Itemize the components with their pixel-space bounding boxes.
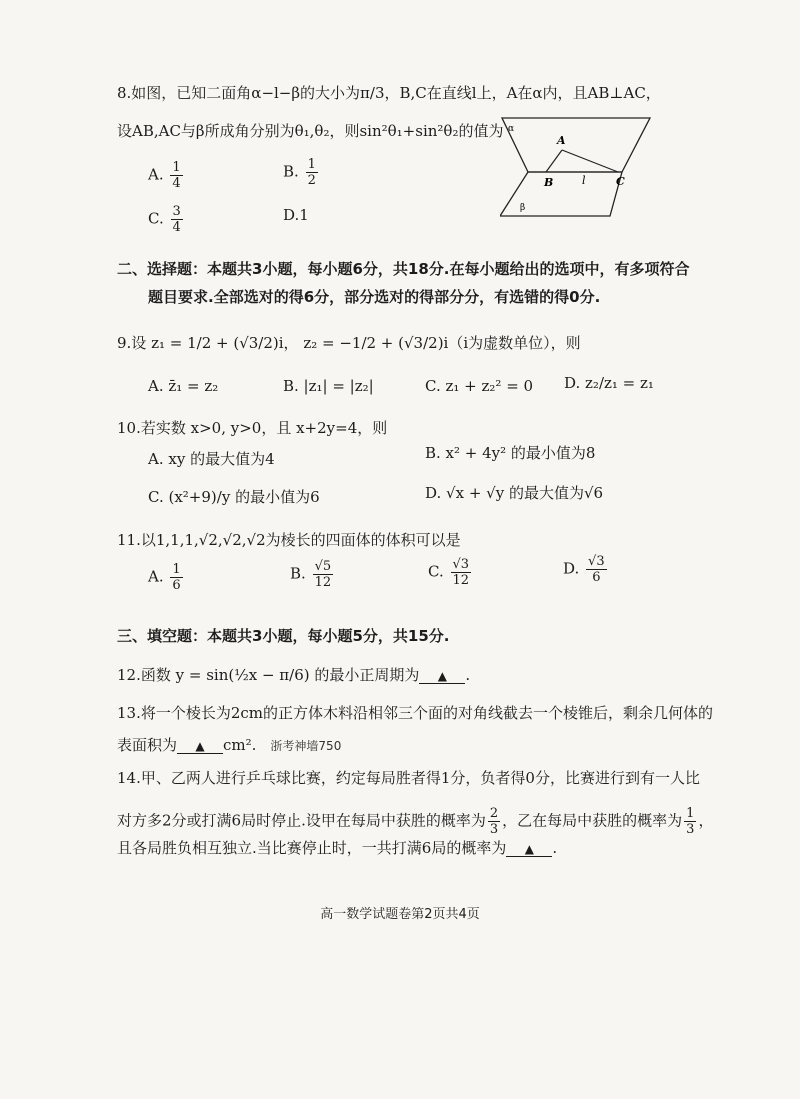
section2-heading-line2: 题目要求.全部选对的得6分，部分选对的得部分分，有选错的得0分. <box>148 288 601 306</box>
q14-text: 对方多2分或打满6局时停止.设甲在每局中获胜的概率为 <box>117 811 486 830</box>
watermark-text: 浙考神墙750 <box>270 739 342 753</box>
q13-text: 表面积为 <box>117 736 178 754</box>
frac-num: 1 <box>172 160 181 175</box>
frac-num: 1 <box>686 806 695 821</box>
q12-stem <box>117 665 470 685</box>
q8-option-b <box>283 157 320 188</box>
q14-text: 且各局胜负相互独立.当比赛停止时，一共打满6局的概率为 <box>117 839 507 857</box>
frac-den: 6 <box>592 570 601 585</box>
section2-heading-line1: 二、选择题：本题共3小题，每小题6分，共18分.在每小题给出的选项中，有多项符合 <box>117 260 690 278</box>
q10-option-c: C. (x²+9)/y 的最小值为6 <box>148 488 320 506</box>
frac-den: 12 <box>314 575 332 590</box>
q11-option-b <box>290 559 335 590</box>
q14-period: . <box>552 839 558 857</box>
frac-den: 3 <box>686 822 695 837</box>
frac-num: 1 <box>307 157 316 172</box>
frac-den: 6 <box>172 578 181 593</box>
fraction <box>586 554 607 585</box>
frac-num: √5 <box>314 559 332 574</box>
label-l: l <box>582 174 586 187</box>
option-label: A. <box>148 165 164 184</box>
segment-ac <box>562 150 618 172</box>
option-label: C. <box>148 209 164 228</box>
answer-blank: ▲ <box>177 739 223 754</box>
frac-den: 3 <box>489 822 499 837</box>
q11-option-a <box>148 562 185 593</box>
frac-num: 1 <box>172 562 181 577</box>
section3-heading: 三、填空题：本题共3小题，每小题5分，共15分. <box>117 627 450 645</box>
option-label: B. <box>283 162 299 181</box>
page-footer: 高一数学试题卷第2页共4页 <box>320 907 480 922</box>
label-alpha: α <box>508 124 515 134</box>
q12-text: 12.函数 y = sin(½x − π/6) 的最小正周期为 <box>117 666 420 684</box>
q9-option-c: C. z₁ + z₂² = 0 <box>425 377 534 395</box>
option-label: B. <box>290 564 306 583</box>
plane-alpha <box>502 118 650 172</box>
fraction <box>488 806 500 837</box>
frac-den: 4 <box>172 176 181 191</box>
frac-num: 3 <box>172 204 181 219</box>
q10-option-a: A. xy 的最大值为4 <box>148 450 275 468</box>
q8-stem-line1: 8.如图，已知二面角α−l−β的大小为π/3，B,C在直线l上，A在α内，且AB⊥AC， <box>117 84 661 102</box>
fraction <box>170 160 182 191</box>
fraction <box>306 157 318 188</box>
option-label: C. <box>428 562 444 581</box>
q13-line1: 13.将一个棱长为2cm的正方体木料沿相邻三个面的对角线截去一个棱锥后，剩余几何体的 <box>117 704 714 722</box>
q14-text: ，乙在每局中获胜的概率为 <box>502 811 683 830</box>
answer-blank: ▲ <box>506 842 552 857</box>
answer-blank: ▲ <box>419 669 465 684</box>
frac-den: 4 <box>172 220 181 235</box>
q11-option-c <box>428 557 473 588</box>
fraction <box>684 806 696 837</box>
q8-option-c <box>148 204 185 235</box>
q12-period: . <box>465 666 471 684</box>
q10-stem: 10.若实数 x>0, y>0，且 x+2y=4，则 <box>117 419 388 437</box>
label-a: A <box>557 134 566 147</box>
q8-option-a <box>148 160 185 191</box>
q10-option-d: D. √x + √y 的最大值为√6 <box>425 484 604 502</box>
fraction <box>171 204 183 235</box>
q13-unit: cm². <box>223 736 257 754</box>
plane-beta <box>500 172 622 216</box>
frac-den: 2 <box>307 173 316 188</box>
q11-option-d <box>563 554 609 585</box>
frac-num: 2 <box>489 806 499 821</box>
q9-option-a: A. z̄₁ = z₂ <box>148 377 219 395</box>
q14-comma: ， <box>698 811 714 830</box>
q14-line3 <box>117 838 557 858</box>
fraction <box>313 559 334 590</box>
q9-stem: 9.设 z₁ = 1/2 + (√3/2)i， z₂ = −1/2 + (√3/2)i（i为虚数单位），则 <box>117 334 581 352</box>
label-beta: β <box>520 203 526 213</box>
q9-option-b: B. |z₁| = |z₂| <box>283 377 374 395</box>
option-text: 1 <box>299 206 309 224</box>
label-b: B <box>544 176 554 189</box>
q11-stem: 11.以1,1,1,√2,√2,√2为棱长的四面体的体积可以是 <box>117 531 461 549</box>
segment-ab <box>546 150 562 172</box>
frac-num: √3 <box>588 554 605 569</box>
q10-option-b: B. x² + 4y² 的最小值为8 <box>425 444 596 462</box>
q14-line1: 14.甲、乙两人进行乒乓球比赛，约定每局胜者得1分，负者得0分，比赛进行到有一人比 <box>117 769 700 787</box>
q9-option-d: D. z₂/z₁ = z₁ <box>564 374 654 392</box>
dihedral-angle-figure <box>500 112 652 224</box>
option-label: D. <box>563 559 580 578</box>
frac-den: 12 <box>452 573 470 588</box>
fraction <box>170 562 182 593</box>
frac-num: √3 <box>452 557 470 572</box>
q14-line2 <box>117 806 713 837</box>
q8-option-d <box>283 206 309 224</box>
q8-stem-line2: 设AB,AC与β所成角分别为θ₁,θ₂，则sin²θ₁+sin²θ₂的值为 <box>117 122 504 140</box>
option-label: D. <box>283 206 300 224</box>
option-label: A. <box>148 567 164 586</box>
label-c: C <box>616 175 625 188</box>
q13-line2 <box>117 735 341 756</box>
fraction <box>451 557 472 588</box>
